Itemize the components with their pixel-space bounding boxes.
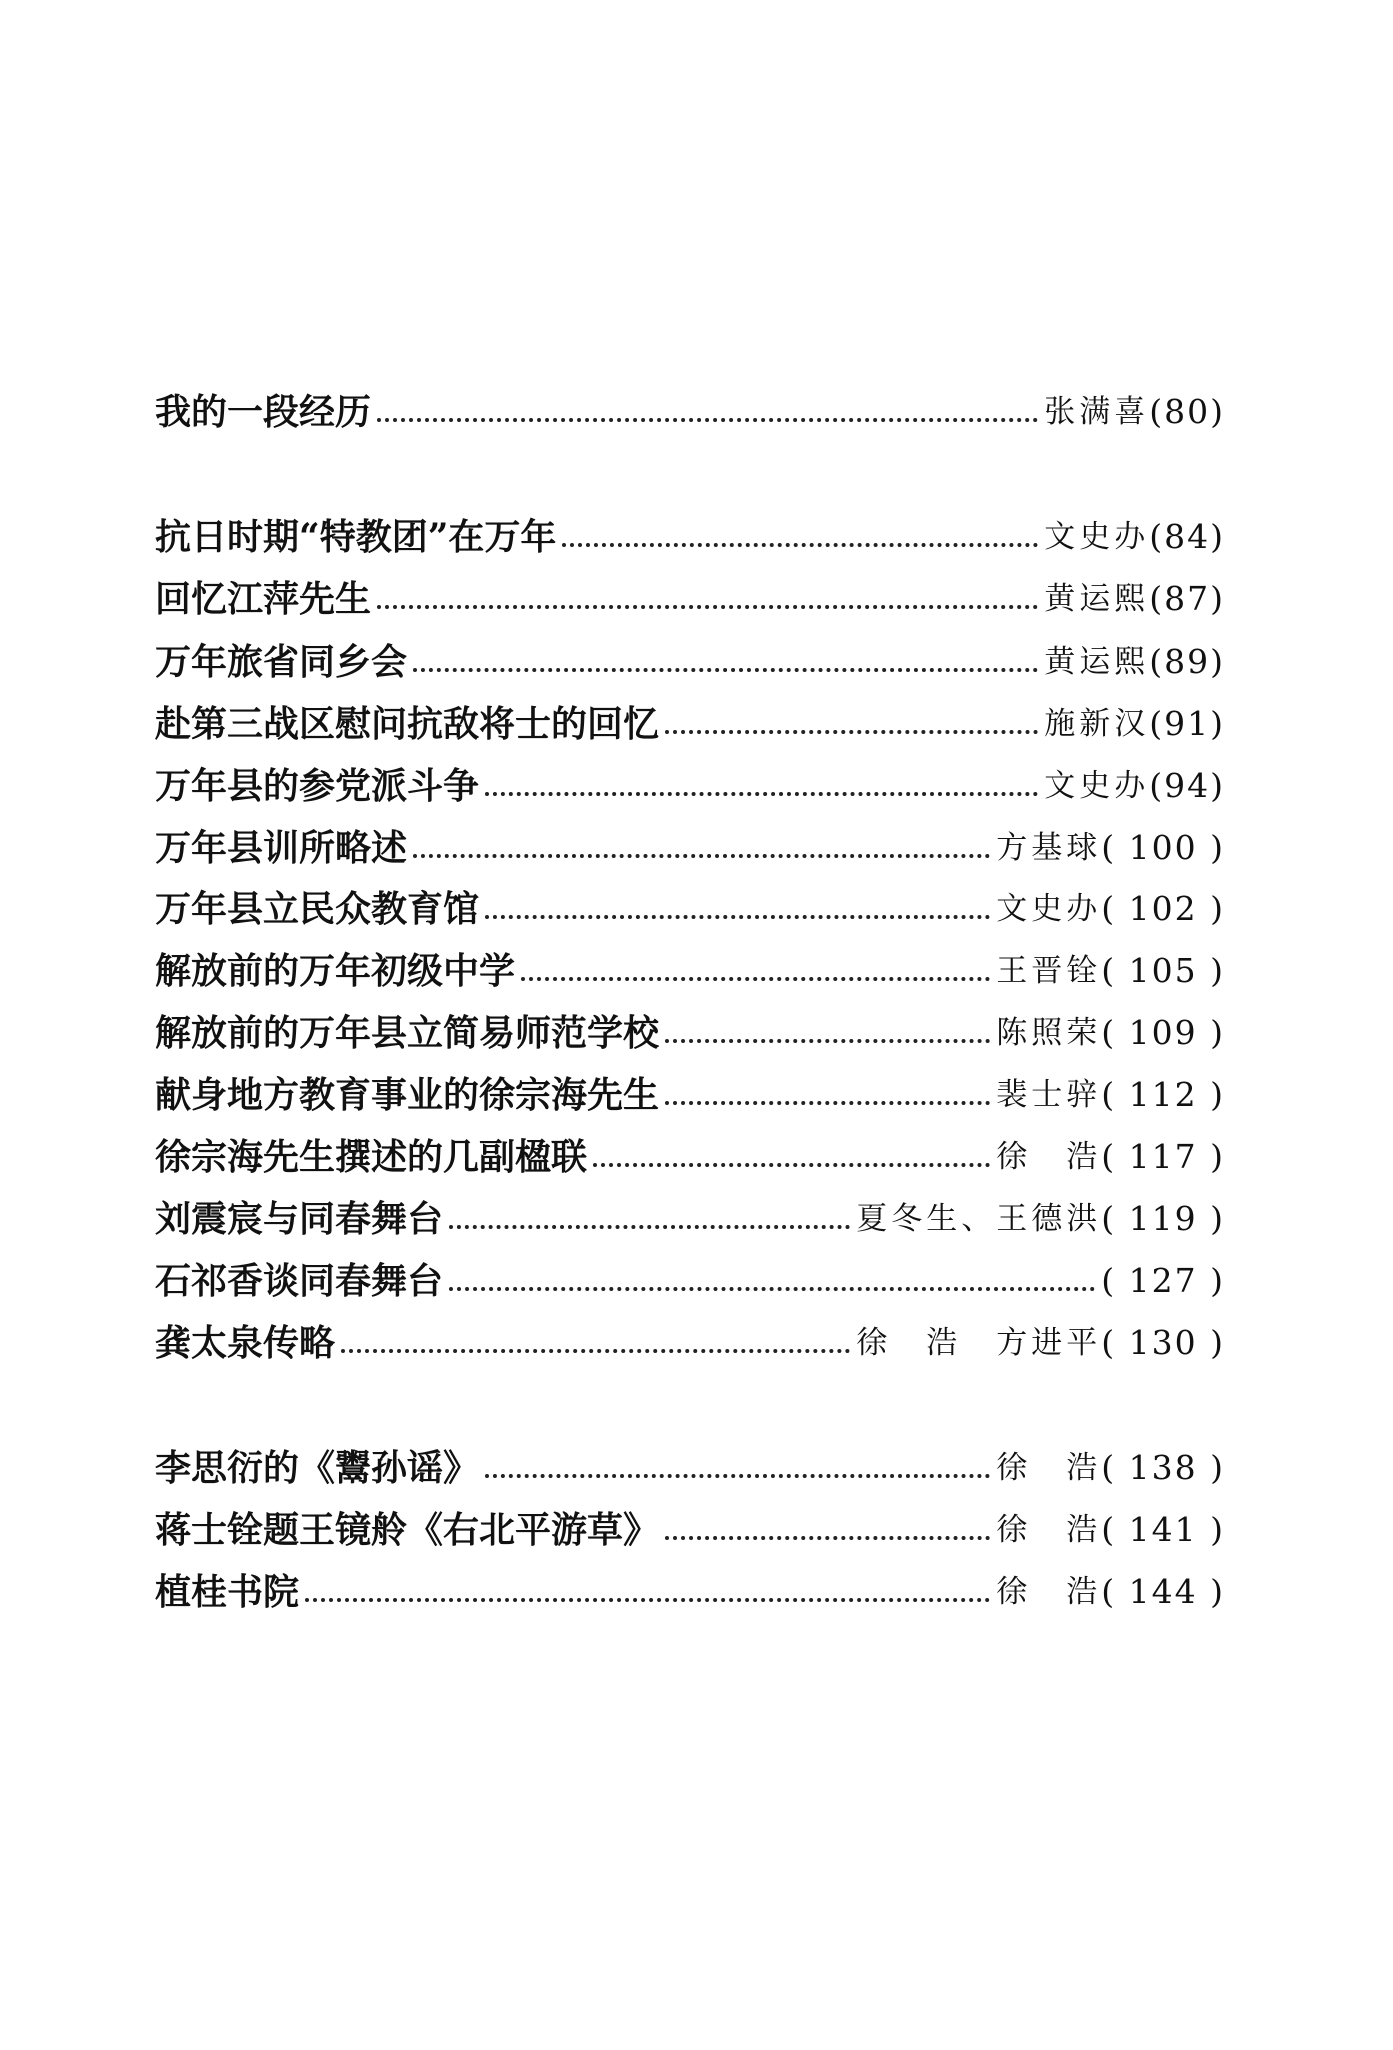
dot-leader: [521, 977, 990, 981]
dot-leader: [449, 1225, 850, 1229]
entry-page: ( 105 ): [1101, 951, 1225, 990]
dot-leader: [413, 668, 1038, 672]
entry-author: 黄运熙: [1044, 644, 1150, 680]
dot-leader: [593, 1163, 990, 1167]
entry-title: 万年县训所略述: [155, 827, 408, 869]
entry-title: 赴第三战区慰问抗敌将士的回忆: [155, 703, 660, 745]
entry-page: ( 144 ): [1101, 1572, 1225, 1611]
dot-leader: [485, 792, 1038, 796]
dot-leader: [485, 1474, 990, 1478]
dot-leader: [665, 1536, 990, 1540]
entry-author: 王晋铨: [996, 953, 1102, 989]
dot-leader: [665, 1101, 990, 1105]
entry-title: 解放前的万年县立简易师范学校: [155, 1012, 660, 1054]
toc-entry: [155, 505, 1225, 559]
toc-entry: [155, 1125, 1225, 1179]
toc-entry: [155, 1001, 1225, 1055]
entry-author: 施新汉: [1044, 706, 1150, 742]
entry-page: (84): [1149, 517, 1225, 556]
entry-page: ( 100 ): [1101, 828, 1225, 867]
toc-entry: [155, 1187, 1225, 1241]
dot-leader: [562, 543, 1038, 547]
entry-author: 徐 浩 方进平: [856, 1325, 1102, 1361]
toc-entry: [155, 1498, 1225, 1552]
entry-title: 解放前的万年初级中学: [155, 950, 516, 992]
dot-leader: [449, 1287, 1095, 1291]
entry-page: (91): [1149, 704, 1225, 743]
dot-leader: [665, 730, 1038, 734]
toc-entry: [155, 630, 1225, 684]
toc-entry: [155, 1436, 1225, 1490]
dot-leader: [665, 1039, 990, 1043]
entry-title: 徐宗海先生撰述的几副楹联: [155, 1136, 588, 1178]
entry-author: 方基球: [996, 830, 1102, 866]
entry-author: 徐 浩: [996, 1139, 1102, 1175]
entry-page: (80): [1149, 392, 1225, 431]
entry-page: ( 119 ): [1101, 1199, 1225, 1238]
entry-title: 我的一段经历: [155, 391, 372, 433]
entry-author: 张满喜: [1044, 394, 1150, 430]
entry-page: ( 109 ): [1101, 1013, 1225, 1052]
entry-title: 抗日时期“特教团”在万年: [155, 516, 557, 558]
dot-leader: [305, 1598, 990, 1602]
toc-entry: [155, 1249, 1225, 1303]
entry-page: ( 112 ): [1101, 1075, 1225, 1114]
toc-entry: [155, 816, 1225, 870]
dot-leader: [377, 605, 1038, 609]
entry-author: 文史办: [1044, 519, 1150, 555]
entry-page: (87): [1149, 579, 1225, 618]
entry-title: 石祁香谈同春舞台: [155, 1260, 444, 1302]
toc-entry: [155, 1063, 1225, 1117]
dot-leader: [341, 1349, 850, 1353]
entry-author: 文史办: [996, 891, 1102, 927]
entry-page: ( 102 ): [1101, 889, 1225, 928]
entry-page: ( 127 ): [1101, 1261, 1225, 1300]
entry-page: (94): [1149, 766, 1225, 805]
entry-title: 蒋士铨题王镜舲《右北平游草》: [155, 1509, 660, 1551]
entry-author: 裴士骍: [996, 1077, 1102, 1113]
toc-entry: [155, 939, 1225, 993]
toc-entry: [155, 692, 1225, 746]
dot-leader: [377, 418, 1038, 422]
entry-page: ( 130 ): [1101, 1323, 1225, 1362]
dot-leader: [485, 915, 990, 919]
entry-title: 植桂书院: [155, 1571, 300, 1613]
toc-entry: [155, 754, 1225, 808]
entry-author: 徐 浩: [996, 1512, 1102, 1548]
entry-author: 徐 浩: [996, 1574, 1102, 1610]
entry-author: 夏冬生、王德洪: [856, 1201, 1102, 1237]
toc-entry: [155, 567, 1225, 621]
entry-page: ( 117 ): [1101, 1137, 1225, 1176]
entry-title: 献身地方教育事业的徐宗海先生: [155, 1074, 660, 1116]
entry-page: ( 141 ): [1101, 1510, 1225, 1549]
dot-leader: [413, 854, 990, 858]
entry-title: 万年旅省同乡会: [155, 641, 408, 683]
entry-title: 万年县立民众教育馆: [155, 888, 480, 930]
entry-title: 万年县的参党派斗争: [155, 765, 480, 807]
entry-title: 龚太泉传略: [155, 1322, 336, 1364]
entry-author: 陈照荣: [996, 1015, 1102, 1051]
entry-author: 黄运熙: [1044, 581, 1150, 617]
entry-title: 李思衍的《鬻孙谣》: [155, 1447, 480, 1489]
toc-entry: [155, 1311, 1225, 1365]
entry-author: 徐 浩: [996, 1450, 1102, 1486]
toc-entry: [155, 1560, 1225, 1614]
toc-entry: [155, 877, 1225, 931]
entry-title: 刘震宸与同春舞台: [155, 1198, 444, 1240]
toc-entry: [155, 380, 1225, 434]
entry-page: ( 138 ): [1101, 1448, 1225, 1487]
entry-page: (89): [1149, 642, 1225, 681]
entry-author: 文史办: [1044, 768, 1150, 804]
entry-title: 回忆江萍先生: [155, 578, 372, 620]
